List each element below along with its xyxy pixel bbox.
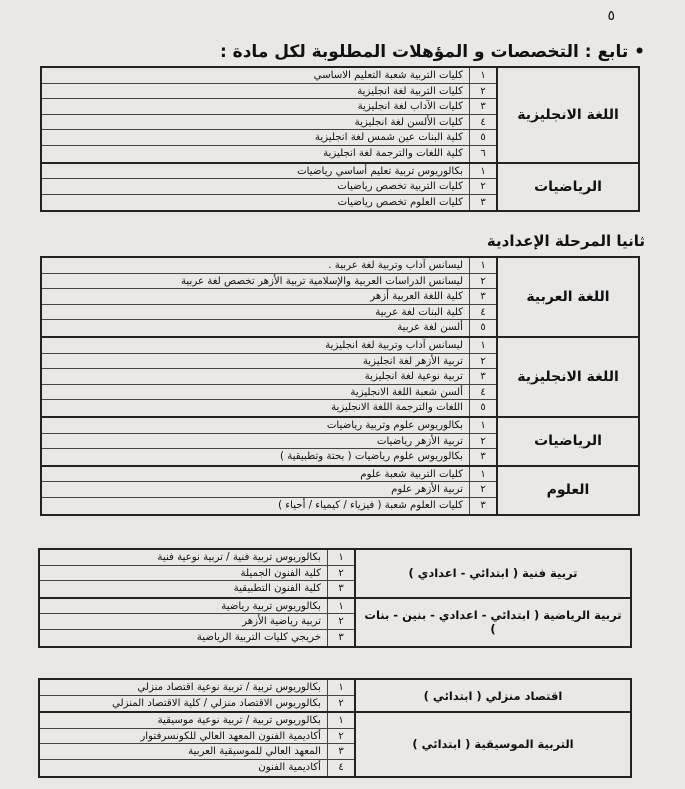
row-text: تربية الأزهر لغة انجليزية [42,354,470,369]
row-text: خريجي كليات التربية الرياضية [40,630,328,646]
row-number: ٢ [480,435,486,447]
table-row [40,581,354,597]
row-text: كليات العلوم شعبة ( فيزياء / كيمياء / أحياء ) [42,498,470,514]
table-row [42,482,496,498]
qualification-list [42,68,496,162]
subject-block [40,680,630,713]
row-text: اللغات والترجمة اللغة الانجليزية [42,400,470,416]
row-number: ٣ [480,196,486,208]
row-text: تربية نوعية لغة انجليزية [42,369,470,384]
subject-label: اقتصاد منزلي ( ابتدائي ) [354,680,630,711]
qualifications-table-primary [40,66,640,212]
subject-label: الرياضيات [496,418,638,465]
subject-label: اللغة الانجليزية [496,68,638,162]
row-number: ٥ [480,322,486,334]
table-row [42,467,496,483]
row-number: ١ [338,682,344,693]
row-number: ٣ [338,746,344,758]
table-row [40,599,354,615]
table-row [40,680,354,696]
row-text: ليسانس الدراسات العربية والإسلامية تربية الأزهر تخصص لغة عربية [42,274,470,289]
table-row [42,195,496,211]
table-row [40,614,354,630]
row-number: ١ [480,419,486,431]
row-text: بكالوريوس تربية / تربية نوعية موسيقية [40,713,328,728]
row-number: ٦ [480,147,486,159]
table-row [42,354,496,370]
row-text: تربية الأزهر رياضيات [42,434,470,449]
row-number: ٤ [480,306,486,318]
qualifications-table-home-music [38,678,632,778]
subject-block [40,713,630,775]
row-text: كلية اللغة العربية أزهر [42,289,470,304]
row-number: ٣ [338,583,344,595]
qualification-list [42,258,496,336]
table-row [42,498,496,514]
subject-block [42,467,638,514]
subject-label: التربية الموسيقية ( ابتدائي ) [354,713,630,775]
corner-mark: ٥ [607,8,615,24]
subject-label: تربية فنية ( ابتدائي - اعدادي ) [354,550,630,597]
row-text: بكالوريوس تربية فنية / تربية نوعية فنية [40,550,328,565]
row-number: ٤ [338,761,344,773]
subject-block [40,550,630,599]
row-text: كليات الألسن لغة انجليزية [42,115,470,130]
table-row [40,550,354,566]
table-row [42,400,496,416]
table-row [42,434,496,450]
row-number: ٤ [480,386,486,398]
qualification-list [40,680,354,711]
subject-block [42,418,638,467]
page-heading: • تابع : التخصصات و المؤهلات المطلوبة لكل مادة : [219,42,645,62]
row-text: المعهد العالي للموسيقية العربية [40,744,328,759]
table-row [40,760,354,776]
subject-label: اللغة العربية [496,258,638,336]
table-row [42,338,496,354]
row-number: ٤ [480,116,486,128]
subject-block [42,164,638,211]
row-text: ألسن شعبة اللغة الانجليزية [42,385,470,400]
table-row [40,744,354,760]
row-number: ١ [338,715,344,727]
table-row [42,68,496,84]
row-number: ٢ [338,730,344,742]
table-row [42,385,496,401]
row-text: كليات التربية شعبة التعليم الاساسي [42,68,470,83]
row-text: كليات التربية شعبة علوم [42,467,470,482]
row-text: كلية البنات لغة عربية [42,305,470,320]
row-number: ٣ [480,451,486,463]
row-text: كليات التربية تخصص رياضيات [42,179,470,194]
table-row [40,566,354,582]
subject-block [42,68,638,164]
row-number: ٢ [338,697,344,709]
row-text: كلية الفنون التطبيقية [40,581,328,597]
row-text: كليات العلوم تخصص رياضيات [42,195,470,211]
table-row [42,99,496,115]
row-number: ١ [480,70,486,81]
row-number: ٣ [480,291,486,303]
row-text: أكاديمية الفنون المعهد العالي للكونسرفتوار [40,729,328,744]
row-number: ١ [480,260,486,271]
qualifications-table-preparatory [40,256,640,516]
row-number: ١ [480,468,486,480]
table-row [42,418,496,434]
row-text: ليسانس آداب وتربية لغة انجليزية [42,338,470,353]
row-text: بكالوريوس الاقتصاد منزلي / كلية الاقتصاد المنزلي [40,696,328,712]
section-heading: ثانيا المرحلة الإعدادية [486,232,645,250]
row-number: ٢ [480,484,486,496]
row-text: بكالوريوس علوم رياضيات ( بحتة وتطبيقية ) [42,449,470,465]
row-number: ٣ [480,371,486,383]
row-number: ٢ [338,567,344,579]
qualification-list [42,338,496,416]
row-number: ٣ [480,101,486,113]
row-text: كلية الفنون الجميلة [40,566,328,581]
qualification-list [42,467,496,514]
row-text: ألسن لغة عربية [42,320,470,336]
subject-block [40,599,630,646]
row-number: ٣ [480,499,486,511]
table-row [42,258,496,274]
qualification-list [42,418,496,465]
row-number: ١ [480,165,486,177]
table-row [42,164,496,180]
row-text: ليسانس آداب وتربية لغة عربية . [42,258,470,273]
row-text: بكالوريوس تربية تعليم أساسي رياضيات [42,164,470,179]
table-row [42,146,496,162]
table-row [42,274,496,290]
table-row [42,449,496,465]
table-row [42,289,496,305]
row-text: بكالوريوس تربية / تربية نوعية اقتصاد منزلي [40,680,328,695]
row-text: تربية الأزهر علوم [42,482,470,497]
table-row [40,729,354,745]
row-number: ١ [338,600,344,612]
row-number: ٣ [338,631,344,643]
table-row [42,84,496,100]
qualification-list [42,164,496,211]
row-number: ٢ [480,275,486,287]
subject-block [42,338,638,418]
subject-label: اللغة الانجليزية [496,338,638,416]
table-row [40,713,354,729]
row-text: كليات الآداب لغة انجليزية [42,99,470,114]
qualification-list [40,599,354,646]
table-row [42,369,496,385]
row-text: كلية اللغات والترجمة لغة انجليزية [42,146,470,162]
table-row [40,696,354,712]
row-text: بكالوريوس تربية رياضية [40,599,328,614]
row-text: كلية البنات عين شمس لغة انجليزية [42,130,470,145]
table-row [42,179,496,195]
qualification-list [40,550,354,597]
table-row [42,130,496,146]
row-number: ١ [480,339,486,351]
table-row [42,115,496,131]
row-number: ١ [338,552,344,563]
subject-block [42,258,638,338]
row-number: ٢ [480,355,486,367]
row-number: ٥ [480,402,486,414]
row-text: أكاديمية الفنون [40,760,328,776]
table-row [42,305,496,321]
row-number: ٢ [480,85,486,97]
row-text: كليات التربية لغة انجليزية [42,84,470,99]
row-text: تربية رياضية الأزهر [40,614,328,629]
qualifications-table-arts-sports [38,548,632,648]
row-number: ٥ [480,132,486,144]
row-text: بكالوريوس علوم وتربية رياضيات [42,418,470,433]
row-number: ٢ [338,616,344,628]
table-row [40,630,354,646]
row-number: ٢ [480,181,486,193]
subject-label: العلوم [496,467,638,514]
subject-label: الرياضيات [496,164,638,211]
subject-label: تربية الرياضية ( ابتدائي - اعدادي - بنين - بنات ) [354,599,630,646]
qualification-list [40,713,354,775]
table-row [42,320,496,336]
